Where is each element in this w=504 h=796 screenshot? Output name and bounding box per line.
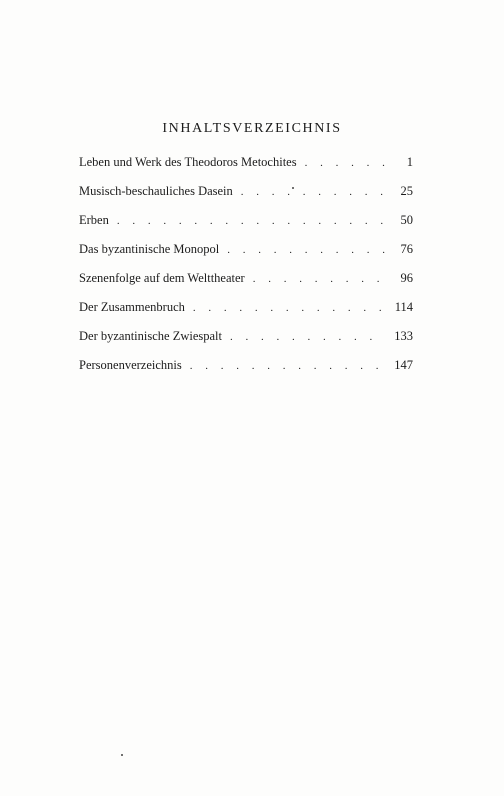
- toc-entry-title: Der byzantinische Zwiespalt: [79, 329, 223, 343]
- dot-leader: [241, 186, 385, 198]
- toc-entry-title: Das byzantinische Monopol: [79, 242, 220, 256]
- toc-entry: [79, 329, 413, 358]
- toc-entry-title: Personenverzeichnis: [79, 358, 182, 372]
- toc-entry: [79, 300, 413, 329]
- toc-entry-page: 147: [394, 358, 413, 372]
- toc-heading: INHALTSVERZEICHNIS: [162, 121, 342, 136]
- toc-entry-title: Leben und Werk des Theodoros Metochites: [79, 155, 297, 169]
- toc-entry-page: 25: [400, 184, 413, 198]
- dot-leader: [230, 331, 385, 343]
- toc-entry-title: Erben: [79, 213, 109, 227]
- toc-entry-page: 96: [400, 271, 413, 285]
- toc-entry: [79, 271, 413, 300]
- toc-entry-title: Der Zusammenbruch: [79, 300, 185, 314]
- toc-entry: [79, 213, 413, 242]
- dot-leader: [305, 157, 385, 169]
- toc-list: [79, 155, 413, 387]
- dot-leader: [227, 244, 385, 256]
- print-speck: [292, 187, 294, 189]
- toc-entry-page: 76: [400, 242, 413, 256]
- toc-entry: [79, 242, 413, 271]
- toc-entry-page: 1: [406, 155, 413, 169]
- toc-entry: [79, 358, 413, 387]
- toc-entry-page: 114: [394, 300, 413, 314]
- print-speck: [121, 754, 123, 756]
- toc-entry-page: 50: [400, 213, 413, 227]
- toc-entry: [79, 184, 413, 213]
- toc-entry-title: Musisch-beschauliches Dasein: [79, 184, 233, 198]
- dot-leader: [117, 215, 385, 227]
- dot-leader: [190, 360, 385, 372]
- dot-leader: [193, 302, 385, 314]
- toc-entry-title: Szenenfolge auf dem Welttheater: [79, 271, 245, 285]
- toc-entry-page: 133: [394, 329, 413, 343]
- toc-entry: [79, 155, 413, 184]
- dot-leader: [253, 273, 385, 285]
